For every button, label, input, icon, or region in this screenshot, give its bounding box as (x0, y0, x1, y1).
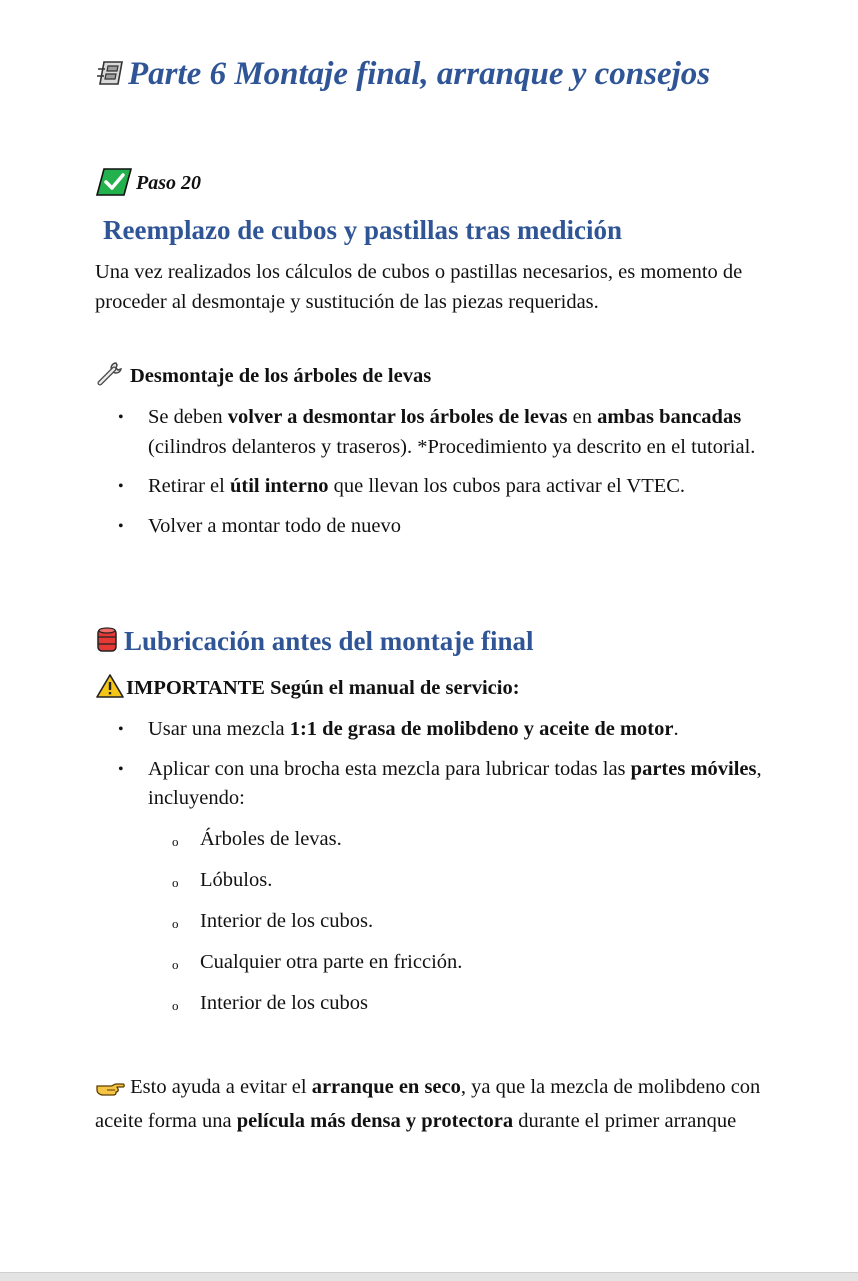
section-title-lubrication-text: Lubricación antes del montaje final (124, 626, 534, 656)
gear-box-icon (96, 55, 126, 99)
closing-note: Esto ayuda a evitar el arranque en seco, ya que la mezcla de molibdeno con aceite forma una película más densa y protectora durante el primer arranque (95, 1076, 761, 1132)
section-title-replacement: Reemplazo de cubos y pastillas tras medición (103, 215, 622, 245)
part-heading-text: Parte 6 Montaje final, arranque y consejos (128, 56, 711, 92)
important-note-text: IMPORTANTE Según el manual de servicio: (126, 677, 520, 699)
list-item: • Usar una mezcla 1:1 de grasa de molibdeno y aceite de motor. (100, 715, 780, 745)
sub-list-item: o Lóbulos. (150, 866, 770, 896)
wrench-icon (96, 361, 124, 396)
list-item: • Volver a montar todo de nuevo (100, 512, 780, 542)
camshaft-steps-list (100, 403, 780, 551)
sub-list-item: o Interior de los cubos. (150, 907, 770, 937)
section-title-lubrication (96, 623, 534, 663)
list-item: • Aplicar con una brocha esta mezcla para lubricar todas las partes móviles, incluyendo: (100, 755, 780, 814)
list-item: • Se deben volver a desmontar los árboles de levas en ambas bancadas (cilindros delanteros y traseros). *Procedimiento ya descrito en el tutorial. (100, 403, 780, 462)
step-label-text: Paso 20 (136, 172, 201, 194)
moving-parts-list (150, 825, 770, 1030)
sub-list-item: o Árboles de levas. (150, 825, 770, 855)
part-heading (96, 52, 710, 99)
sub-list-item: o Interior de los cubos (150, 989, 770, 1019)
list-item: • Retirar el útil interno que llevan los cubos para activar el VTEC. (100, 472, 780, 502)
lubrication-list (100, 715, 780, 824)
intro-paragraph: Una vez realizados los cálculos de cubos o pastillas necesarios, es momento de proceder al desmontaje y sustitución de las piezas requeridas. (95, 261, 743, 313)
oil-drum-icon (96, 626, 118, 663)
sub-list-item: o Cualquier otra parte en fricción. (150, 948, 770, 978)
subsection-camshafts-text: Desmontaje de los árboles de levas (130, 365, 432, 387)
pointing-hand-icon (95, 1077, 125, 1107)
warning-icon (96, 673, 124, 708)
important-note (96, 673, 520, 708)
subsection-camshafts (96, 361, 431, 396)
step-label (96, 167, 201, 207)
check-mark-icon (96, 167, 132, 207)
